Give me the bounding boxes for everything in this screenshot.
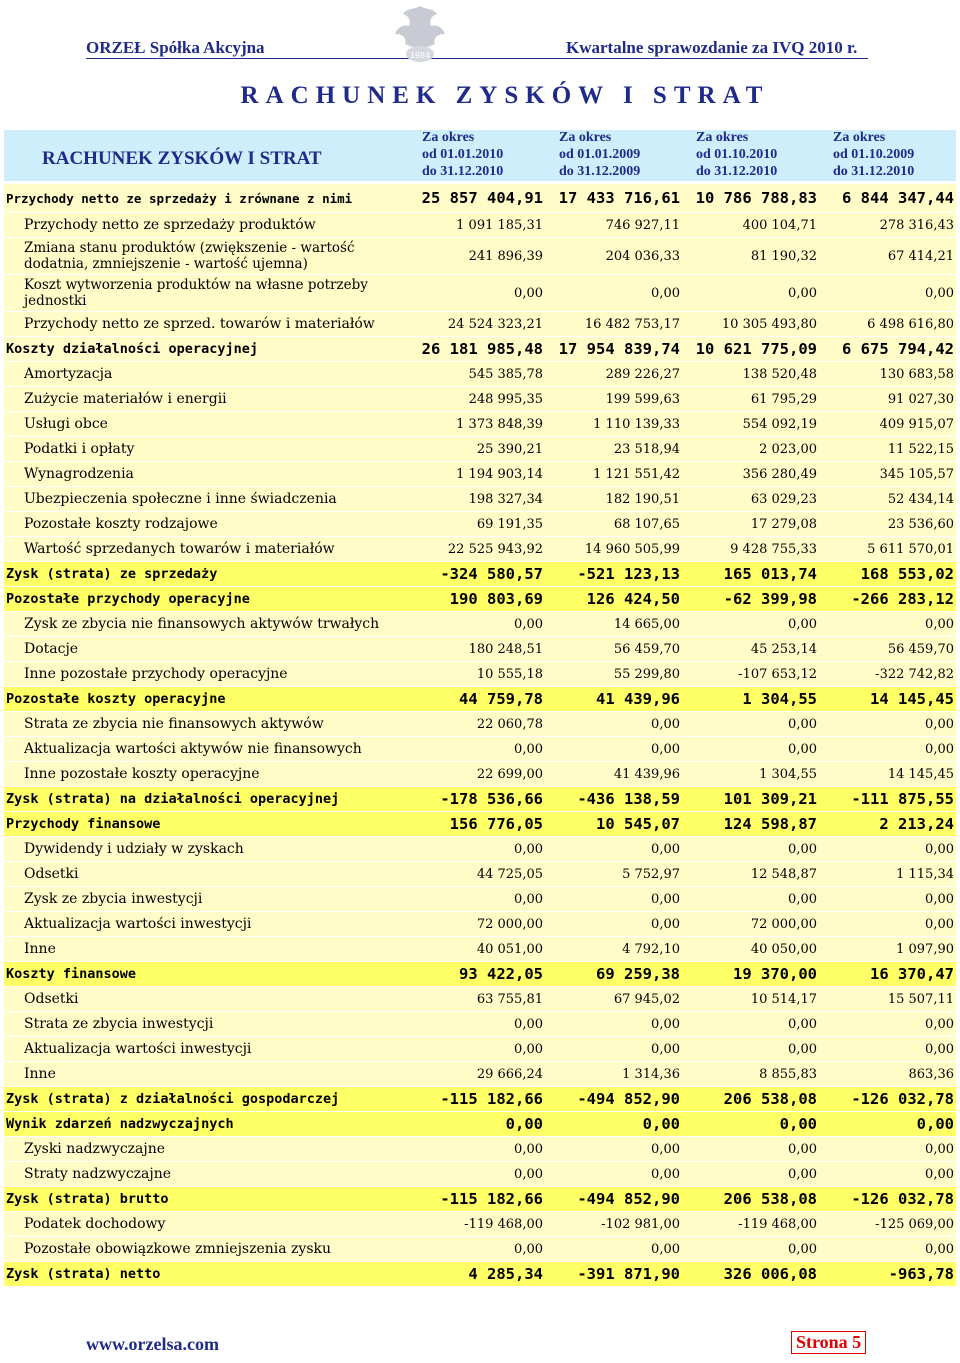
row-value: 0,00	[925, 1241, 954, 1257]
row-label: Zysk ze zbycia inwestycji	[24, 891, 203, 907]
row-value: 0,00	[788, 741, 817, 757]
table-row	[4, 612, 956, 637]
row-value: 0,00	[514, 1041, 543, 1057]
row-value: 44 725,05	[476, 866, 543, 882]
corner-label: RACHUNEK ZYSKÓW I STRAT	[42, 148, 322, 169]
row-value: 15 507,11	[887, 991, 954, 1007]
table-row	[4, 437, 956, 462]
page-title: RACHUNEK ZYSKÓW I STRAT	[240, 82, 770, 109]
table-row	[4, 1087, 956, 1112]
table-row	[4, 637, 956, 662]
row-value: 10 621 775,09	[695, 340, 817, 358]
row-label: Inne	[24, 941, 56, 957]
row-value: 198 327,34	[468, 491, 543, 507]
row-value: 4 792,10	[622, 941, 680, 957]
table-row	[4, 275, 956, 312]
row-label: Zysk ze zbycia nie finansowych aktywów trwałych	[24, 616, 380, 632]
row-value: 0,00	[925, 916, 954, 932]
row-value: 0,00	[788, 1041, 817, 1057]
row-value: 56 459,70	[887, 641, 954, 657]
period-label: Za okres	[833, 130, 886, 145]
table-row	[4, 937, 956, 962]
table-row	[4, 762, 956, 787]
row-value: 22 525 943,92	[447, 541, 543, 557]
row-label: Podatki i opłaty	[24, 441, 135, 457]
table-row	[4, 312, 956, 337]
row-value: 63 029,23	[750, 491, 817, 507]
row-value: 6 844 347,44	[842, 189, 954, 207]
row-value: -391 871,90	[577, 1265, 680, 1283]
report-title: Kwartalne sprawozdanie za IVQ 2010 r.	[566, 38, 858, 57]
table-row	[4, 1262, 956, 1287]
row-value: 52 434,14	[887, 491, 954, 507]
row-value: -266 283,12	[851, 590, 954, 608]
row-value: 126 424,50	[586, 590, 680, 608]
row-label: Dotacje	[24, 641, 79, 657]
row-value: 5 752,97	[622, 866, 680, 882]
row-value: -102 981,00	[601, 1216, 680, 1232]
table-row	[4, 512, 956, 537]
row-label: Aktualizacja wartości aktywów nie finansowych	[24, 741, 362, 757]
row-value: 24 524 323,21	[447, 316, 543, 332]
row-value: 278 316,43	[879, 217, 954, 233]
period-to: do 31.12.2010	[422, 164, 504, 179]
row-value: 1 091 185,31	[456, 217, 543, 233]
row-value: 17 433 716,61	[558, 189, 680, 207]
row-value: 26 181 985,48	[421, 340, 543, 358]
row-value: 168 553,02	[860, 565, 954, 583]
row-label: Usługi obce	[24, 416, 108, 432]
row-label: Zyski nadzwyczajne	[24, 1141, 166, 1157]
row-value: 69 259,38	[596, 965, 680, 983]
row-value: 0,00	[651, 1141, 680, 1157]
row-label: Zysk (strata) ze sprzedaży	[4, 562, 408, 586]
row-value: 0,00	[925, 1016, 954, 1032]
row-value: -115 182,66	[440, 1090, 543, 1108]
column-header	[545, 130, 683, 181]
row-value: 0,00	[925, 716, 954, 732]
row-value: 72 000,00	[750, 916, 817, 932]
row-value: 345 105,57	[879, 466, 954, 482]
table-row	[4, 1112, 956, 1137]
row-label: Zmiana stanu produktów (zwiększenie - wartość dodatnia, zmniejszenie - wartość ujemna)	[24, 240, 355, 272]
row-value: 545 385,78	[468, 366, 543, 382]
row-value: 0,00	[651, 891, 680, 907]
row-label: Koszty finansowe	[4, 962, 408, 986]
table-row	[4, 687, 956, 712]
row-value: 0,00	[925, 841, 954, 857]
row-value: -322 742,82	[875, 666, 954, 682]
row-value: 2 213,24	[879, 815, 954, 833]
page-header	[0, 38, 960, 62]
row-value: 138 520,48	[742, 366, 817, 382]
row-value: 156 776,05	[449, 815, 543, 833]
row-value: 0,00	[925, 891, 954, 907]
row-label: Przychody netto ze sprzed. towarów i materiałów	[24, 316, 375, 332]
row-value: 1 115,34	[896, 866, 954, 882]
row-value: 248 995,35	[468, 391, 543, 407]
period-label: Za okres	[696, 130, 749, 145]
row-value: 1 304,55	[742, 690, 817, 708]
row-value: 14 960 505,99	[584, 541, 680, 557]
row-label: Przychody netto ze sprzedaży produktów	[24, 217, 316, 233]
row-value: 746 927,11	[605, 217, 680, 233]
row-value: 0,00	[514, 891, 543, 907]
row-value: 0,00	[788, 1141, 817, 1157]
table-row	[4, 537, 956, 562]
row-value: 6 675 794,42	[842, 340, 954, 358]
row-value: 72 000,00	[476, 916, 543, 932]
table-row	[4, 337, 956, 362]
row-value: 0,00	[788, 841, 817, 857]
row-value: 190 803,69	[449, 590, 543, 608]
row-value: 409 915,07	[879, 416, 954, 432]
table-row	[4, 1137, 956, 1162]
row-value: 0,00	[514, 616, 543, 632]
row-label: Amortyzacja	[24, 366, 113, 382]
row-value: 93 422,05	[459, 965, 543, 983]
row-value: 41 439,96	[596, 690, 680, 708]
row-value: 40 050,00	[750, 941, 817, 957]
row-label: Zysk (strata) na działalności operacyjnej	[4, 787, 408, 811]
row-value: 124 598,87	[723, 815, 817, 833]
row-value: 0,00	[651, 1241, 680, 1257]
row-value: 69 191,35	[476, 516, 543, 532]
table-row	[4, 387, 956, 412]
period-from: od 01.10.2010	[696, 147, 778, 162]
row-value: -119 468,00	[738, 1216, 817, 1232]
row-label: Zysk (strata) netto	[4, 1262, 408, 1286]
row-value: 25 857 404,91	[421, 189, 543, 207]
row-label: Pozostałe obowiązkowe zmniejszenia zysku	[24, 1241, 332, 1257]
row-label: Straty nadzwyczajne	[24, 1166, 172, 1182]
table-row	[4, 238, 956, 275]
row-value: 63 755,81	[476, 991, 543, 1007]
table-row	[4, 487, 956, 512]
row-value: 0,00	[788, 891, 817, 907]
row-value: 9 428 755,33	[730, 541, 817, 557]
row-value: 11 522,15	[887, 441, 954, 457]
income-statement-table	[4, 184, 956, 1287]
company-name: ORZEŁ Spółka Akcyjna	[86, 38, 265, 57]
row-value: 0,00	[788, 1166, 817, 1182]
table-row	[4, 213, 956, 238]
row-value: 180 248,51	[468, 641, 543, 657]
logo-year: 1984	[409, 51, 431, 60]
row-value: 12 548,87	[750, 866, 817, 882]
period-label: Za okres	[422, 130, 475, 145]
row-value: 0,00	[651, 841, 680, 857]
table-row	[4, 412, 956, 437]
table-row	[4, 862, 956, 887]
row-value: 0,00	[514, 741, 543, 757]
row-value: 165 013,74	[723, 565, 817, 583]
table-row	[4, 184, 956, 213]
row-value: 45 253,14	[750, 641, 817, 657]
row-label: Wartość sprzedanych towarów i materiałów	[24, 541, 335, 557]
row-label: Strata ze zbycia inwestycji	[24, 1016, 214, 1032]
row-value: 29 666,24	[476, 1066, 543, 1082]
row-value: 22 699,00	[476, 766, 543, 782]
row-value: 0,00	[651, 285, 680, 301]
row-value: 41 439,96	[613, 766, 680, 782]
row-label: Odsetki	[24, 991, 79, 1007]
row-label: Wynagrodzenia	[24, 466, 134, 482]
row-value: 0,00	[514, 841, 543, 857]
row-value: 206 538,08	[723, 1190, 817, 1208]
row-value: -324 580,57	[440, 565, 543, 583]
row-label: Koszt wytworzenia produktów na własne potrzeby jednostki	[24, 277, 368, 309]
table-row	[4, 712, 956, 737]
row-value: 25 390,21	[476, 441, 543, 457]
row-value: 4 285,34	[468, 1265, 543, 1283]
row-value: 289 226,27	[605, 366, 680, 382]
row-value: 0,00	[651, 1166, 680, 1182]
period-to: do 31.12.2010	[696, 164, 778, 179]
row-value: 55 299,80	[613, 666, 680, 682]
table-row	[4, 1237, 956, 1262]
table-row	[4, 1212, 956, 1237]
period-to: do 31.12.2010	[833, 164, 915, 179]
row-value: 0,00	[651, 916, 680, 932]
row-value: 10 305 493,80	[721, 316, 817, 332]
row-value: -111 875,55	[851, 790, 954, 808]
row-value: 40 051,00	[476, 941, 543, 957]
table-row	[4, 1062, 956, 1087]
row-label: Aktualizacja wartości inwestycji	[24, 916, 252, 932]
row-value: 19 370,00	[733, 965, 817, 983]
row-value: 1 373 848,39	[456, 416, 543, 432]
row-value: 0,00	[916, 1115, 954, 1133]
row-value: -115 182,66	[440, 1190, 543, 1208]
row-label: Pozostałe koszty operacyjne	[4, 687, 408, 711]
footer-website[interactable]: www.orzelsa.com	[86, 1334, 219, 1354]
header-rule	[86, 58, 868, 59]
row-value: 326 006,08	[723, 1265, 817, 1283]
row-value: 14 665,00	[613, 616, 680, 632]
row-value: 0,00	[505, 1115, 543, 1133]
row-value: 0,00	[514, 285, 543, 301]
table-row	[4, 812, 956, 837]
period-from: od 01.01.2009	[559, 147, 641, 162]
row-value: 81 190,32	[750, 248, 817, 264]
row-value: 0,00	[925, 741, 954, 757]
row-label: Aktualizacja wartości inwestycji	[24, 1041, 252, 1057]
row-value: -436 138,59	[577, 790, 680, 808]
row-label: Pozostałe koszty rodzajowe	[24, 516, 218, 532]
table-corner	[4, 130, 409, 181]
row-value: 0,00	[925, 616, 954, 632]
table-row	[4, 912, 956, 937]
row-label: Pozostałe przychody operacyjne	[4, 587, 408, 611]
row-value: 1 121 551,42	[593, 466, 680, 482]
row-value: 241 896,39	[468, 248, 543, 264]
row-value: 0,00	[788, 716, 817, 732]
row-value: 0,00	[514, 1141, 543, 1157]
row-label: Przychody netto ze sprzedaży i zrównane z nimi	[6, 190, 353, 206]
row-value: 14 145,45	[887, 766, 954, 782]
row-value: 0,00	[925, 1166, 954, 1182]
table-row	[4, 1162, 956, 1187]
row-value: 68 107,65	[613, 516, 680, 532]
row-value: 67 414,21	[887, 248, 954, 264]
row-value: -494 852,90	[577, 1090, 680, 1108]
row-value: 0,00	[925, 285, 954, 301]
row-value: 0,00	[779, 1115, 817, 1133]
row-label: Wynik zdarzeń nadzwyczajnych	[4, 1112, 408, 1136]
row-value: 199 599,63	[605, 391, 680, 407]
table-row	[4, 662, 956, 687]
row-label: Podatek dochodowy	[24, 1216, 166, 1232]
eagle-logo	[385, 4, 455, 66]
row-label: Odsetki	[24, 866, 79, 882]
row-value: 0,00	[514, 1016, 543, 1032]
row-value: 10 514,17	[750, 991, 817, 1007]
row-value: 0,00	[788, 1016, 817, 1032]
row-value: 14 145,45	[870, 690, 954, 708]
row-value: 44 759,78	[459, 690, 543, 708]
row-value: 554 092,19	[742, 416, 817, 432]
row-value: 1 110 139,33	[593, 416, 680, 432]
row-value: 863,36	[908, 1066, 954, 1082]
row-value: 5 611 570,01	[867, 541, 954, 557]
row-value: 61 795,29	[750, 391, 817, 407]
row-value: 0,00	[514, 1241, 543, 1257]
row-value: 10 545,07	[596, 815, 680, 833]
row-value: 0,00	[642, 1115, 680, 1133]
column-header	[819, 130, 957, 181]
row-value: -178 536,66	[440, 790, 543, 808]
table-row	[4, 362, 956, 387]
row-label: Ubezpieczenia społeczne i inne świadczenia	[24, 491, 337, 507]
table-row	[4, 1187, 956, 1212]
period-to: do 31.12.2009	[559, 164, 641, 179]
period-from: od 01.01.2010	[422, 147, 504, 162]
row-value: -126 032,78	[851, 1190, 954, 1208]
row-label: Strata ze zbycia nie finansowych aktywów	[24, 716, 324, 732]
table-row	[4, 737, 956, 762]
period-from: od 01.10.2009	[833, 147, 915, 162]
row-value: 23 536,60	[887, 516, 954, 532]
row-value: -107 653,12	[738, 666, 817, 682]
row-value: 1 194 903,14	[456, 466, 543, 482]
row-value: 16 482 753,17	[584, 316, 680, 332]
row-value: 17 279,08	[750, 516, 817, 532]
row-value: -126 032,78	[851, 1090, 954, 1108]
table-row	[4, 787, 956, 812]
row-value: 0,00	[651, 741, 680, 757]
row-value: -119 468,00	[464, 1216, 543, 1232]
row-label: Koszty działalności operacyjnej	[6, 341, 258, 357]
row-value: 0,00	[651, 1016, 680, 1032]
row-value: 67 945,02	[613, 991, 680, 1007]
row-label: Inne pozostałe koszty operacyjne	[24, 766, 260, 782]
table-row	[4, 962, 956, 987]
row-label: Inne	[24, 1066, 56, 1082]
row-value: 0,00	[788, 285, 817, 301]
column-header	[682, 130, 820, 181]
row-label: Zysk (strata) z działalności gospodarczej	[4, 1087, 408, 1111]
row-value: 0,00	[788, 616, 817, 632]
table-row	[4, 587, 956, 612]
row-value: 204 036,33	[605, 248, 680, 264]
row-value: 0,00	[651, 1041, 680, 1057]
row-value: 6 498 616,80	[867, 316, 954, 332]
row-value: 206 538,08	[723, 1090, 817, 1108]
row-value: 0,00	[651, 716, 680, 732]
row-value: 0,00	[514, 1166, 543, 1182]
row-value: 16 370,47	[870, 965, 954, 983]
column-header	[408, 130, 546, 181]
row-value: 1 314,36	[622, 1066, 680, 1082]
row-value: 182 190,51	[605, 491, 680, 507]
row-value: 23 518,94	[613, 441, 680, 457]
row-value: 10 555,18	[476, 666, 543, 682]
row-value: 10 786 788,83	[695, 189, 817, 207]
row-value: 91 027,30	[887, 391, 954, 407]
row-value: -494 852,90	[577, 1190, 680, 1208]
row-label: Inne pozostałe przychody operacyjne	[24, 666, 288, 682]
row-label: Przychody finansowe	[4, 812, 408, 836]
table-row	[4, 1012, 956, 1037]
row-label: Zużycie materiałów i energii	[24, 391, 227, 407]
row-value: 400 104,71	[742, 217, 817, 233]
row-value: 0,00	[788, 1241, 817, 1257]
page-number: Strona 5	[791, 1331, 866, 1354]
row-value: 0,00	[925, 1141, 954, 1157]
row-label: Zysk (strata) brutto	[4, 1187, 408, 1211]
row-value: 8 855,83	[759, 1066, 817, 1082]
row-value: 130 683,58	[879, 366, 954, 382]
table-row	[4, 1037, 956, 1062]
row-value: -125 069,00	[875, 1216, 954, 1232]
period-label: Za okres	[559, 130, 612, 145]
table-row	[4, 837, 956, 862]
row-value: 356 280,49	[742, 466, 817, 482]
row-value: 56 459,70	[613, 641, 680, 657]
row-value: 22 060,78	[476, 716, 543, 732]
row-value: -62 399,98	[723, 590, 817, 608]
row-value: -963,78	[888, 1265, 954, 1283]
row-value: 0,00	[925, 1041, 954, 1057]
table-row	[4, 462, 956, 487]
table-row	[4, 562, 956, 587]
row-label: Dywidendy i udziały w zyskach	[24, 841, 244, 857]
table-row	[4, 887, 956, 912]
row-value: 101 309,21	[723, 790, 817, 808]
row-value: 17 954 839,74	[558, 340, 680, 358]
table-row	[4, 987, 956, 1012]
row-value: -521 123,13	[577, 565, 680, 583]
row-value: 1 304,55	[759, 766, 817, 782]
row-value: 1 097,90	[896, 941, 954, 957]
row-value: 2 023,00	[759, 441, 817, 457]
